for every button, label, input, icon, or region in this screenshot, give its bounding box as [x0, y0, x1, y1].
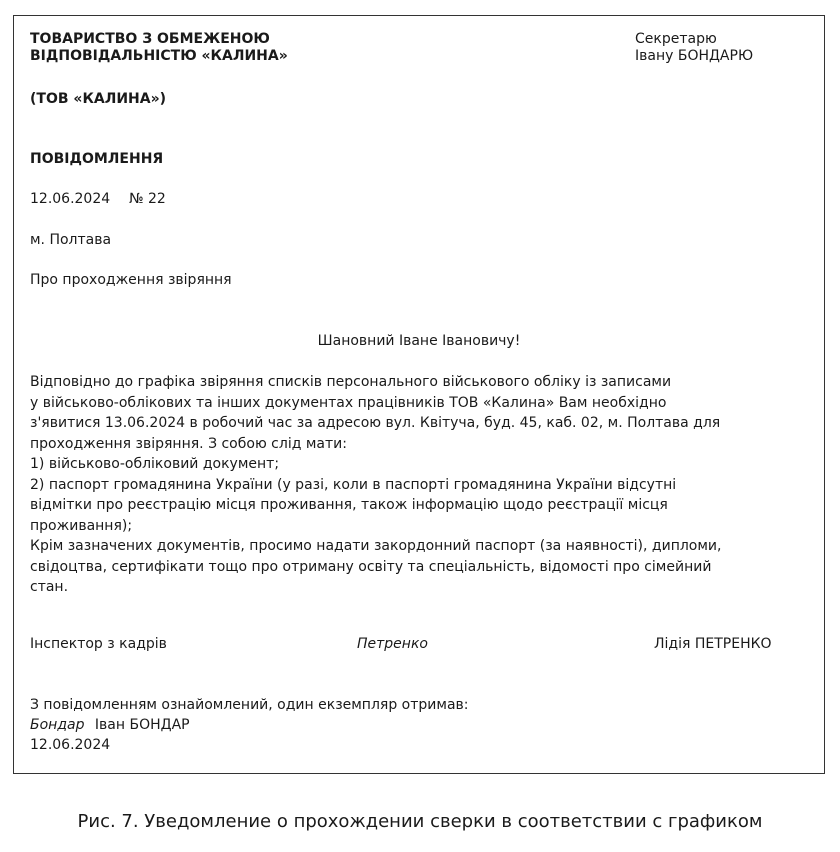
signer-signature: Петренко	[357, 636, 428, 652]
acknowledgement-date: 12.06.2024	[30, 737, 111, 753]
document-date: 12.06.2024	[30, 191, 111, 207]
document-type-title: ПОВІДОМЛЕННЯ	[30, 151, 164, 167]
document-subject: Про проходження звіряння	[30, 272, 232, 288]
acknowledgement-signature: Бондар	[30, 717, 85, 733]
signer-name: Лідія ПЕТРЕНКО	[654, 636, 772, 652]
acknowledgement-name: Іван БОНДАР	[94, 717, 190, 733]
document-place: м. Полтава	[30, 232, 112, 248]
figure-caption: Рис. 7. Уведомление о прохождении сверки в соответствии с графиком	[77, 811, 763, 832]
organization-name: ТОВАРИСТВО З ОБМЕЖЕНОЮ ВІДПОВІДАЛЬНІСТЮ «КАЛИНА»	[30, 31, 288, 64]
organization-short-name: (ТОВ «КАЛИНА»)	[30, 91, 167, 107]
notice-body: Відповідно до графіка звіряння списків персонального військового обліку із записами у військово-облікових та інших документах працівників ТОВ «Калина» Вам необхідно з'явитися 13.06.2024 в робочий час за адресою вул. Квітуча, буд. 45, каб. 02, м. Полтава для проходження звіряння. З собою слід мати: 1) військово-обліковий документ; 2) паспорт громадянина України (у разі, коли в паспорті громадянина України відсутні відмітки про реєстрацію місця проживання, також інформацію щодо реєстрації місця проживання); Крім зазначених документів, просимо надати закордонний паспорт (за наявності), дипломи, свідоцтва, сертифікати тощо про отриману освіту та спеціальність, відомості про сімейний стан.	[30, 374, 722, 595]
signer-position: Інспектор з кадрів	[30, 636, 167, 652]
addressee: Секретарю Івану БОНДАРЮ	[635, 31, 754, 64]
notice-document	[13, 15, 825, 774]
salutation: Шановний Іване Івановичу!	[317, 333, 521, 349]
document-number: № 22	[129, 191, 166, 207]
acknowledgement-signer	[30, 717, 190, 734]
acknowledgement-text: З повідомленням ознайомлений, один екземпляр отримав:	[30, 697, 469, 713]
